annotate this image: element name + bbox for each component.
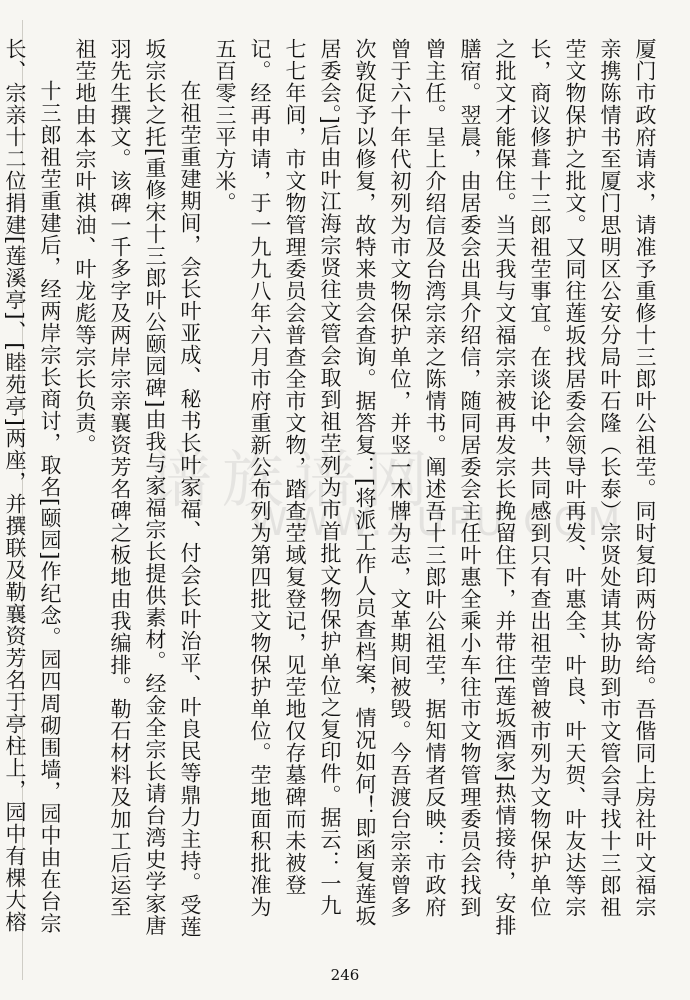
watermark-url: WWW.ZUPU.COM [250, 500, 625, 544]
paragraph-2: 在祖茔重建期间，会长叶亚成、秘书长叶家福、付会长叶治平、叶良民等鼎力主持。受莲坂宗长之托[重修宋十三郎叶公颐园碑]由我与家福宗长提供素材。经金全宗长请台湾史学家唐羽先生撰文。该碑一千多字及两岸宗亲襄资芳名碑之板地由我编排。勒石材料及加工后运至祖茔地由本宗叶祺油、叶龙彪等宗长负责。 [73, 38, 202, 938]
paragraph-3: 十三郎祖茔重建后，经两岸宗长商讨，取名[颐园]作纪念。园四周砌围墙，园中由在台宗长、宗亲十二位捐建[莲溪亭]、[睦苑亭]两座，并撰联及勒襄资芳名于亭柱上，园中有棵大榕 [3, 38, 62, 935]
paragraph-1: 厦门市政府请求，请准予重修十三郎叶公祖茔。同时复印两份寄给。吾偕同上房社叶文福宗亲携陈情书至厦门思明区公安分局叶石隆（长泰）宗贤处请其协助到市文管会寻找十三郎祖茔文物保护之批文。又同往莲坂找居委会领导叶再发、叶惠全、叶良、叶天贺、叶友达等宗长，商议修葺十三郎祖茔事宜。在谈论中，共同感到只有查出祖茔曾被市列为文物保护单位之批文才能保住。当天我与文福宗亲被再发宗长挽留住下，并带往[莲坂酒家]热情接待，安排膳宿。翌晨，由居委会出具介绍信，随同居委会主任叶惠全乘小车往市文物管理委员会找到曾主任。呈上介绍信及台湾宗亲之陈情书。阐述吾十三郎叶公祖茔，据知情者反映：市政府曾于六十年代初列为市文物保护单位，并竖一木牌为志，文革期间被毁。今吾渡台宗亲曾多次敦促予以修复，故特来贵会查询。据答复：[将派工作人员查档案，情况如何！即函复莲坂居委会。]后由叶江海宗贤往文管会取到祖茔列为市首批文物保护单位之复印件。据云：一九七七年间，市文物管理委员会普查全市文物，踏查茔域复登记，见茔地仅存墓碑而未被登记。经再申请，于一九九八年六月市府重新公布列为第四批文物保护单位。茔地面积批准为五百零三平方米。 [213, 38, 657, 937]
text-block [3, 38, 662, 938]
page-number: 246 [330, 966, 360, 984]
watermark: 谱族谱网 [150, 443, 439, 516]
